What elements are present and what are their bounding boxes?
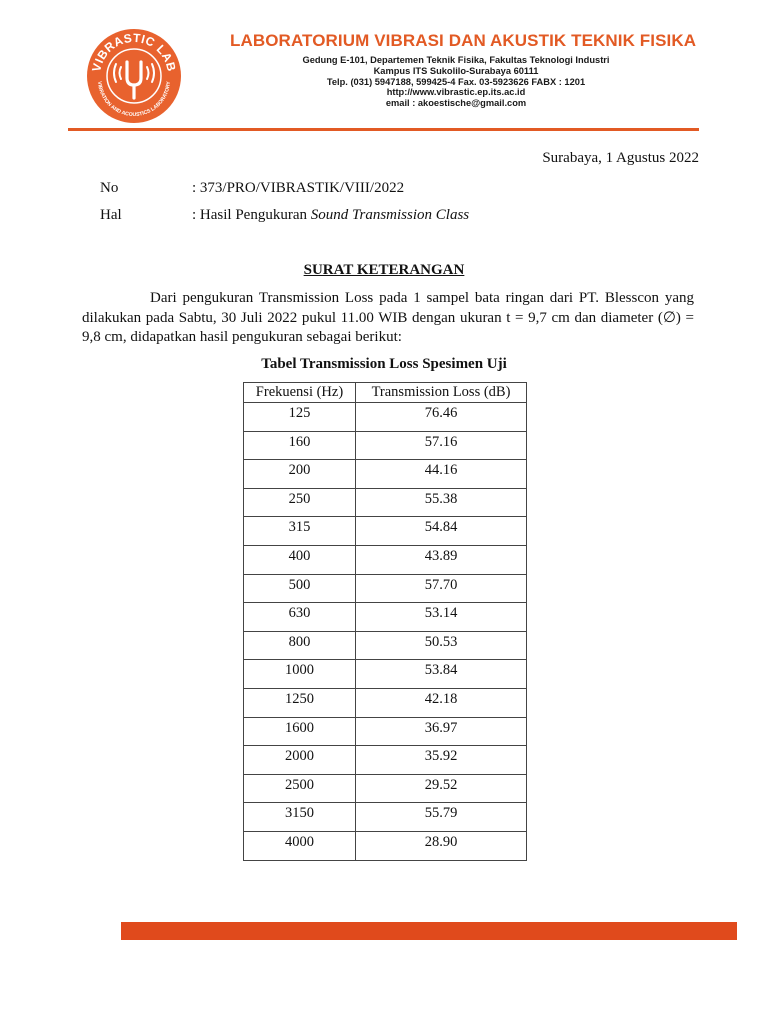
frequency-cell: 1600 [244,717,356,746]
table-row [244,803,527,832]
frequency-cell: 2000 [244,746,356,775]
letter-body [82,289,694,348]
transmission-loss-cell: 55.79 [356,803,527,832]
lab-name: LABORATORIUM VIBRASI DAN AKUSTIK TEKNIK FISIKA [230,31,697,50]
table-row [244,460,527,489]
address-line: Telp. (031) 5947188, 599425-4 Fax. 03-5923626 FABX : 1201 [326,76,586,87]
number-value: : 373/PRO/VIBRASTIK/VIII/2022 [192,180,405,196]
footer-bar [121,922,737,940]
frequency-cell: 125 [244,403,356,432]
table-row [244,403,527,432]
table-header-row [244,383,527,403]
table-row [244,631,527,660]
transmission-loss-cell: 29.52 [356,774,527,803]
transmission-loss-cell: 43.89 [356,545,527,574]
transmission-loss-cell: 76.46 [356,403,527,432]
subject-prefix: : Hasil Pengukuran [192,207,311,223]
letter-subject-row [100,207,469,224]
logo-text-top: VIBRASTIC LAB [89,30,179,74]
transmission-loss-cell: 42.18 [356,688,527,717]
frequency-cell: 400 [244,545,356,574]
address-line: Gedung E-101, Departemen Teknik Fisika, Fakultas Teknologi Industri [302,55,610,65]
frequency-cell: 1250 [244,688,356,717]
column-header-transmission-loss: Transmission Loss (dB) [356,383,527,403]
transmission-loss-cell: 35.92 [356,746,527,775]
subject-label: Hal [100,207,122,223]
table-row [244,746,527,775]
table-row [244,831,527,860]
subject-italic: Sound Transmission Class [310,207,470,223]
frequency-cell: 630 [244,603,356,632]
transmission-loss-cell: 57.16 [356,431,527,460]
frequency-cell: 2500 [244,774,356,803]
transmission-loss-cell: 50.53 [356,631,527,660]
table-row [244,717,527,746]
frequency-cell: 4000 [244,831,356,860]
frequency-cell: 250 [244,488,356,517]
transmission-loss-cell: 57.70 [356,574,527,603]
frequency-cell: 200 [244,460,356,489]
header-divider [68,128,699,131]
vibrastic-lab-logo [86,28,182,124]
table-row [244,774,527,803]
transmission-loss-cell: 28.90 [356,831,527,860]
table-caption: Tabel Transmission Loss Spesimen Uji [261,356,507,372]
table-row [244,545,527,574]
letter-date: Surabaya, 1 Agustus 2022 [542,150,699,166]
lab-address [278,55,634,109]
table-row [244,431,527,460]
address-line: Kampus ITS Sukolilo-Surabaya 60111 [373,65,539,76]
number-label: No [100,180,119,196]
table-row [244,517,527,546]
frequency-cell: 160 [244,431,356,460]
letter-body-text: Dari pengukuran Transmission Loss pada 1 sampel bata ringan dari PT. Blesscon yang dilakukan pada Sabtu, 30 Juli 2022 pukul 11.00 WIB dengan ukuran t = 9,7 cm dan diameter (∅) = 9,8 cm, didapatkan hasil pengukuran sebagai berikut: [82,290,694,345]
transmission-loss-cell: 44.16 [356,460,527,489]
table-row [244,688,527,717]
column-header-frequency: Frekuensi (Hz) [244,383,356,403]
transmission-loss-cell: 36.97 [356,717,527,746]
frequency-cell: 800 [244,631,356,660]
frequency-cell: 3150 [244,803,356,832]
email-link[interactable]: email : akoestische@gmail.com [385,98,527,109]
table-row [244,574,527,603]
table-row [244,660,527,689]
logo-text-bottom: VIBRATION AND ACOUSTICS LABORATORY [95,81,173,119]
frequency-cell: 500 [244,574,356,603]
transmission-loss-cell: 55.38 [356,488,527,517]
frequency-cell: 315 [244,517,356,546]
website-link[interactable]: http://www.vibrastic.ep.its.ac.id [386,87,526,98]
transmission-loss-cell: 54.84 [356,517,527,546]
letter-number-row [100,180,404,197]
transmission-loss-table [243,382,527,861]
transmission-loss-cell: 53.84 [356,660,527,689]
frequency-cell: 1000 [244,660,356,689]
table-row [244,488,527,517]
table-row [244,603,527,632]
transmission-loss-cell: 53.14 [356,603,527,632]
letter-title: SURAT KETERANGAN [303,262,465,278]
